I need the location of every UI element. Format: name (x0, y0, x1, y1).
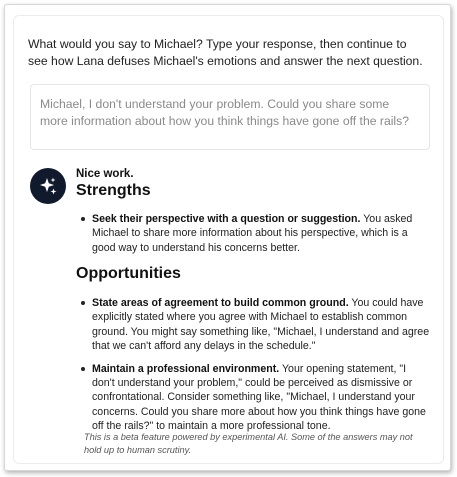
strengths-heading: Strengths (76, 182, 151, 199)
opportunity-title: Maintain a professional environment. (92, 362, 280, 375)
nice-work-label: Nice work. (76, 168, 134, 180)
strength-body: You asked Michael to share more information about his perspective, which is a good way to understand his concerns better. (92, 213, 413, 254)
opportunity-title: State areas of agreement to build common ground. (92, 297, 349, 309)
question-prompt: What would you say to Michael? Type your response, then continue to see how Lana defuses Michael's emotions and answer the next question. (28, 37, 423, 68)
exercise-card (13, 15, 444, 464)
screenshot-frame (4, 4, 451, 471)
strength-title: Seek their perspective with a question or suggestion. (92, 213, 361, 225)
opportunity-body: Your opening statement, "I don't understand your problem," could be perceived as dismissive or confrontational. Consider something like, "Michael, I understand your concerns. Could you share more about how you think things have gone off the rails?" to maintain a more professional tone. (92, 362, 426, 433)
opportunity-item (78, 362, 430, 434)
ai-avatar (30, 168, 66, 204)
response-text: Michael, I don't understand your problem. Could you share some more information about how you think things have gone off the rails? (40, 97, 410, 128)
ai-disclaimer: This is a beta feature powered by experimental AI. Some of the answers may not hold up to human scrutiny. (84, 432, 413, 455)
sparkle-icon (38, 176, 58, 196)
strength-item (78, 212, 430, 255)
strengths-list (78, 212, 430, 263)
response-textarea[interactable] (30, 84, 430, 150)
opportunities-heading: Opportunities (76, 265, 181, 282)
opportunity-body: You could have explicitly stated where you agree with Michael to establish common ground. You might say something like, "Michael, I understand and agree that we can't afford any delays in the schedule." (92, 297, 430, 353)
opportunity-item (78, 296, 430, 354)
opportunities-list (78, 296, 430, 442)
